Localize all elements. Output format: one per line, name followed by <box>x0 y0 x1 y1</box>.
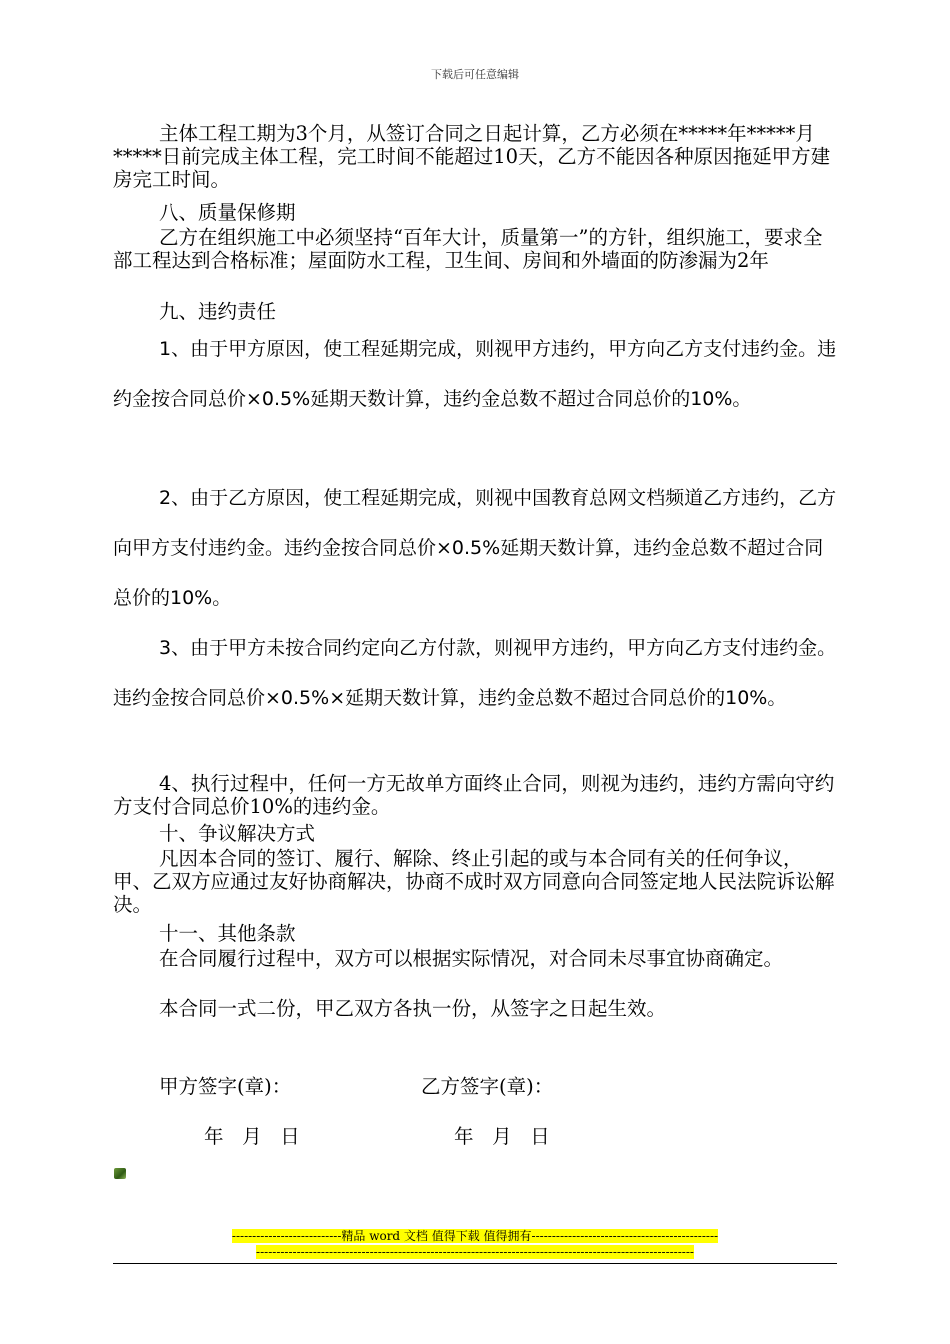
clause-3: 3、由于甲方未按合同约定向乙方付款，则视甲方违约，甲方向乙方支付违约金。违约金按合同总价×0.5%×延期天数计算，违约金总数不超过合同总价的10%。 <box>113 637 837 709</box>
clause-1: 1、由于甲方原因，使工程延期完成，则视甲方违约，甲方向乙方支付违约金。违约金按合同总价×0.5%延期天数计算，违约金总数不超过合同总价的10%。 <box>113 338 837 410</box>
heading-other: 十一、其他条款 <box>159 922 296 945</box>
footer-text-2: ------------------------------------------------------------------------------------------------------------ <box>256 1245 694 1259</box>
footer-text-1: ---------------------------精品 word 文档 值得下载 值得拥有---------------------------------------------- <box>231 1229 719 1243</box>
heading-dispute: 十、争议解决方式 <box>159 822 316 845</box>
clause-2: 2、由于乙方原因，使工程延期完成，则视中国教育总网文档频道乙方违约，乙方向甲方支付违约金。违约金按合同总价×0.5%延期天数计算，违约金总数不超过合同总价的10%。 <box>113 487 837 609</box>
heading-liability: 九、违约责任 <box>159 300 277 323</box>
party-b-signature-label: 乙方签字(章)： <box>421 1075 554 1098</box>
footer-divider <box>113 1263 837 1264</box>
leaf-icon <box>114 1168 126 1179</box>
paragraph-dispute: 凡因本合同的签订、履行、解除、终止引起的或与本合同有关的任何争议，甲、乙双方应通过友好协商解决，协商不成时双方同意向合同签定地人民法院诉讼解决。 <box>113 847 835 916</box>
heading-warranty: 八、质量保修期 <box>159 201 296 224</box>
footer-banner-line-2 <box>0 1245 950 1259</box>
clause-4: 4、执行过程中，任何一方无故单方面终止合同，则视为违约，违约方需向守约方支付合同总价10%的违约金。 <box>113 772 835 818</box>
paragraph-other: 在合同履行过程中，双方可以根据实际情况，对合同未尽事宜协商确定。 <box>159 947 784 970</box>
party-b-date: 年 月 日 <box>454 1125 550 1148</box>
footer-banner-line-1 <box>0 1229 950 1243</box>
paragraph-schedule: 主体工程工期为3个月，从签订合同之日起计算，乙方必须在*****年*****月*****日前完成主体工程，完工时间不能超过10天，乙方不能因各种原因拖延甲方建房完工时间。 <box>113 122 831 191</box>
paragraph-effective: 本合同一式二份，甲乙双方各执一份，从签字之日起生效。 <box>159 997 667 1020</box>
paragraph-warranty: 乙方在组织施工中必须坚持“百年大计，质量第一”的方针，组织施工，要求全部工程达到合格标准；屋面防水工程，卫生间、房间和外墙面的防渗漏为2年 <box>113 226 823 272</box>
party-a-signature-label: 甲方签字(章)： <box>159 1075 292 1098</box>
page-header: 下载后可任意编辑 <box>431 68 519 81</box>
party-a-date: 年 月 日 <box>204 1125 300 1148</box>
